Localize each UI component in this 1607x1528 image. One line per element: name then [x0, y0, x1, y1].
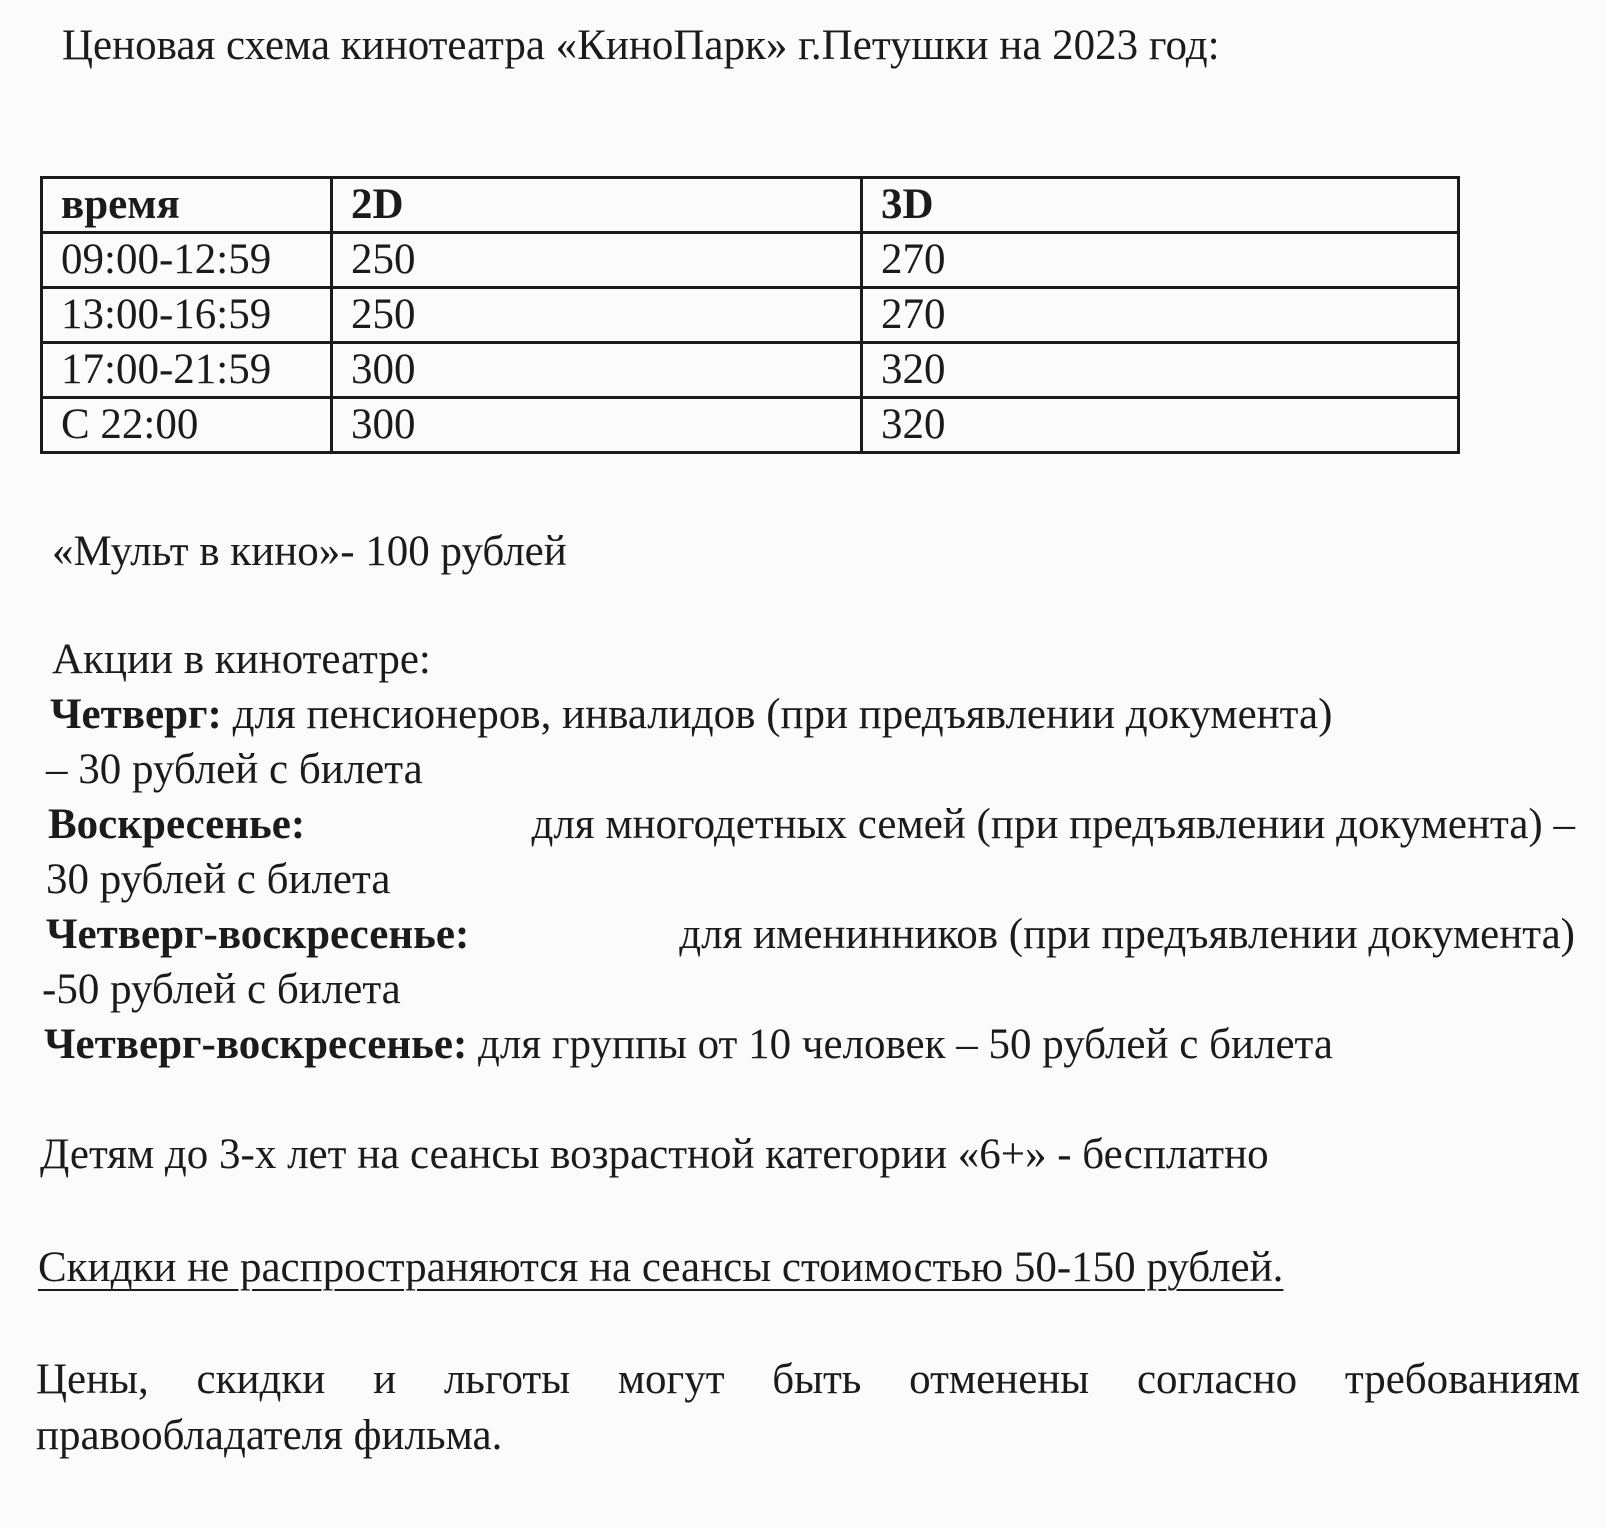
cancellation-note: Цены, скидки и льготы могут быть отменены согласно требованиям правообладателя фильма.: [36, 1356, 1580, 1459]
discount-restriction-note: Скидки не распространяются на сеансы стоимостью 50-150 рублей.: [38, 1244, 1284, 1291]
promo-text: для многодетных семей (при предъявлении документа) –: [531, 801, 1575, 848]
table-row: [42, 343, 1459, 398]
table-header-row: [42, 178, 1459, 233]
promo-birthday-cont: -50 рублей с билета: [42, 966, 401, 1013]
cell-3d-price: 320: [862, 398, 1459, 453]
kids-free-note: Детям до 3-х лет на сеансы возрастной категории «6+» - бесплатно: [40, 1131, 1269, 1178]
cell-3d-price: 270: [862, 288, 1459, 343]
cell-time: 09:00-12:59: [42, 233, 332, 288]
cell-time: С 22:00: [42, 398, 332, 453]
promo-sunday-cont: 30 рублей с билета: [46, 856, 391, 903]
header-3d: 3D: [862, 178, 1459, 233]
table-row: [42, 233, 1459, 288]
price-table: [40, 176, 1460, 454]
mult-price: «Мульт в кино»- 100 рублей: [52, 528, 567, 575]
promo-day: Четверг-воскресенье:: [44, 1021, 468, 1068]
promo-text: для группы от 10 человек – 50 рублей с билета: [467, 1021, 1333, 1068]
promo-thursday: [50, 687, 1332, 742]
table-row: [42, 288, 1459, 343]
cell-time: 17:00-21:59: [42, 343, 332, 398]
promo-thursday-cont: – 30 рублей с билета: [46, 746, 423, 793]
cell-2d-price: 250: [332, 288, 862, 343]
cell-2d-price: 300: [332, 343, 862, 398]
promo-day: Четверг-воскресенье:: [46, 911, 470, 958]
promo-text: для именинников (при предъявлении документа): [679, 911, 1575, 958]
table-row: [42, 398, 1459, 453]
header-time: время: [42, 178, 332, 233]
cell-2d-price: 300: [332, 398, 862, 453]
promos-heading: Акции в кинотеатре:: [52, 636, 431, 683]
cell-3d-price: 320: [862, 343, 1459, 398]
promo-day: Четверг:: [50, 691, 222, 738]
header-2d: 2D: [332, 178, 862, 233]
promo-text: для пенсионеров, инвалидов (при предъявлении документа): [221, 691, 1333, 738]
promo-birthday: [46, 907, 1575, 962]
promo-group: [44, 1017, 1333, 1072]
cell-2d-price: 250: [332, 233, 862, 288]
promo-sunday: [48, 797, 1575, 852]
cell-3d-price: 270: [862, 233, 1459, 288]
promo-day: Воскресенье:: [48, 801, 306, 848]
cell-time: 13:00-16:59: [42, 288, 332, 343]
document-title: Ценовая схема кинотеатра «КиноПарк» г.Петушки на 2023 год:: [62, 22, 1220, 69]
